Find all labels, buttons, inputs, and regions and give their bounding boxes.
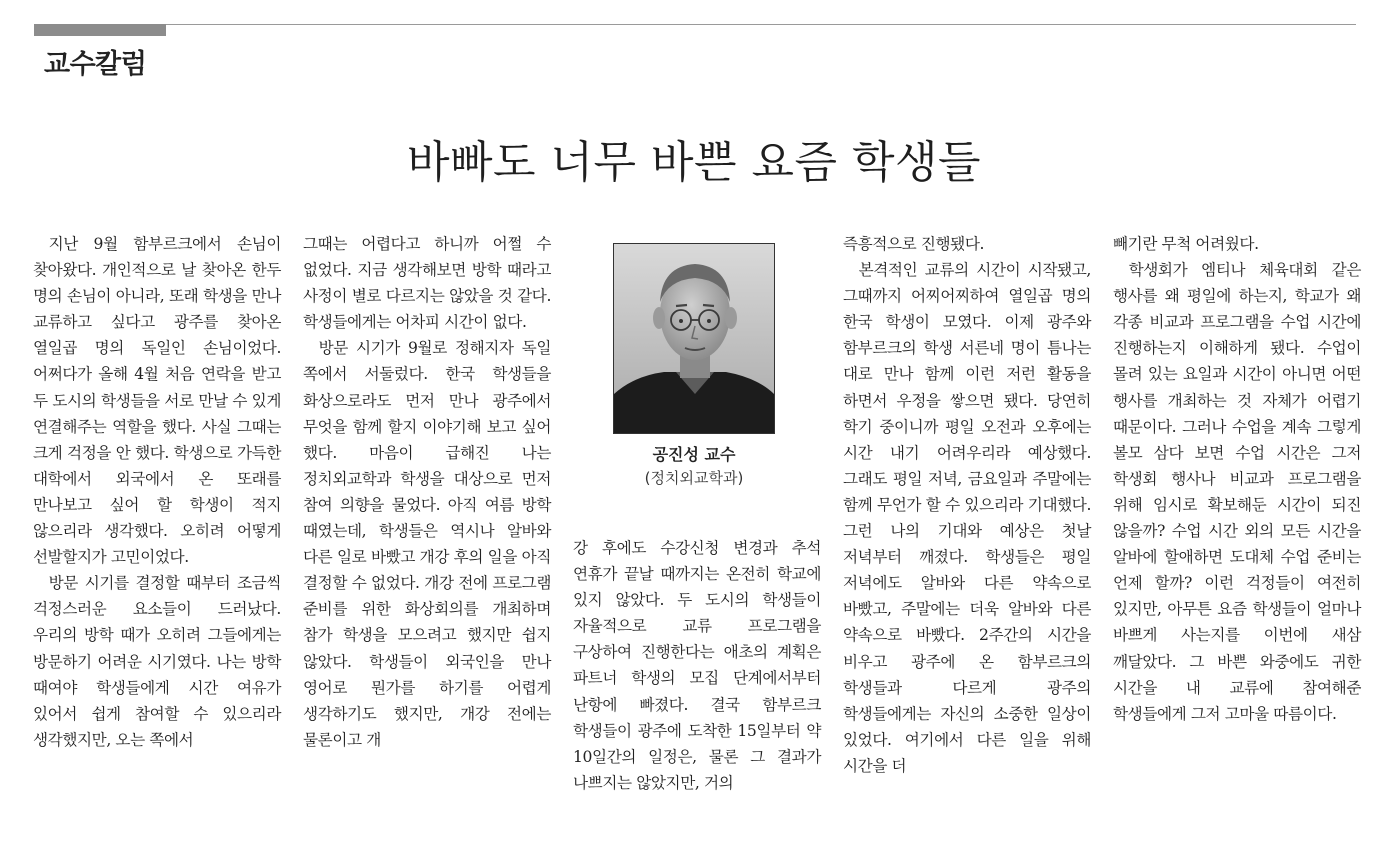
paragraph: 학생회가 엠티나 체육대회 같은 행사를 왜 평일에 하는지, 학교가 왜 각종 비교과 프로그램을 수업 시간에 진행하는지 이해하게 됐다. 수업이 몰려 있는 요일과 시간이 아니면 어떤 행사를 개최하는 것 자체가 어렵기 때문이다. 그러나 수업을 계속 그렇게 볼모 삼다 보면 수업 시간은 그저 학생회 행사나 비교과 프로그램을 위해 임시로 확보해둔 시간이 되진 않을까? 수업 시간 외의 모든 시간을 알바에 할애하면 도대체 수업 준비는 언제 할까? 이런 걱정들이 여전히 있지만, 아무튼 요즘 학생들이 얼마나 바쁘게 사는지를 이번에 새삼 깨달았다. 그 바쁜 와중에도 귀한 시간을 내 교류에 참여해준 학생들에게 그저 고마울 따름이다.: [1113, 261, 1361, 723]
article-column-5: [1113, 231, 1361, 727]
author-portrait-image: [614, 244, 775, 434]
article-column-3: [573, 535, 821, 796]
article-headline: 바빠도 너무 바쁜 요즘 학생들: [407, 137, 981, 188]
paragraph: 방문 시기가 9월로 정해지자 독일 쪽에서 서둘렀다. 한국 학생들을 화상으로라도 먼저 만나 광주에서 무엇을 함께 할지 이야기해 보고 싶어 했다. 마음이 급해진 나는 정치외교학과 학생을 대상으로 먼저 참여 의향을 물었다. 아직 여름 방학 때였는데, 학생들은 역시나 알바와 다른 일로 바빴고 개강 후의 일을 아직 결정할 수 없었다. 개강 전에 프로그램 준비를 위한 화상회의를 개최하며 참가 학생을 모으려고 했지만 쉽지 않았다. 학생들이 외국인을 만나 영어로 뭔가를 하기를 어렵게 생각하기도 했지만, 개강 전에는 물론이고 개: [303, 339, 551, 749]
paragraph: 강 후에도 수강신청 변경과 추석 연휴가 끝날 때까지는 온전히 학교에 있지 않았다. 두 도시의 학생들이 자율적으로 교류 프로그램을 구상하여 진행한다는 애초의 계획은 파트너 학생의 모집 단계에서부터 난항에 빠졌다. 결국 함부르크 학생들이 광주에 도착한 15일부터 약 10일간의 일정은, 물론 그 결과가 나쁘지는 않았지만, 거의: [573, 539, 821, 792]
author-photo: [613, 243, 775, 434]
section-tab-bar: [34, 24, 166, 36]
paragraph: 빼기란 무척 어려웠다.: [1113, 235, 1259, 253]
author-department: (정치외교학과): [644, 469, 744, 487]
author-name: 공진성 교수: [652, 445, 736, 464]
article-column-4: [843, 231, 1091, 779]
paragraph: 즉흥적으로 진행됐다.: [843, 235, 985, 253]
paragraph: 그때는 어렵다고 하니까 어쩔 수 없었다. 지금 생각해보면 방학 때라고 사정이 별로 다르지는 않았을 것 같다. 학생들에게는 어차피 시간이 없다.: [303, 235, 551, 332]
paragraph: 지난 9월 함부르크에서 손님이 찾아왔다. 개인적으로 날 찾아온 한두 명의 손님이 아니라, 또래 학생을 만나 교류하고 싶다고 광주를 찾아온 열일곱 명의 독일인 손님이었다. 어쩌다가 올해 4월 처음 연락을 받고 두 도시의 학생들을 서로 만날 수 있게 연결해주는 역할을 했다. 사실 그때는 크게 걱정을 안 했다. 학생으로 가득한 대학에서 외국에서 온 또래를 만나보고 싶어 할 학생이 적지 않으리라 생각했다. 오히려 어떻게 선발할지가 고민이었다.: [33, 235, 281, 567]
article-column-1: [33, 231, 281, 753]
article-column-2: [303, 231, 551, 753]
section-label: 교수칼럼: [44, 49, 147, 80]
top-rule: [34, 24, 1356, 25]
paragraph: 본격적인 교류의 시간이 시작됐고, 그때까지 어찌어찌하여 열일곱 명의 한국 학생이 모였다. 이제 광주와 함부르크의 학생 서른네 명이 틈나는 대로 만나 함께 이런 저런 활동을 하면서 우정을 쌓으면 됐다. 당연히 학기 중이니까 평일 오전과 오후에는 시간 내기 어려우리라 예상했다. 그래도 평일 저녁, 금요일과 주말에는 함께 무언가 할 수 있으리라 기대했다. 그런 나의 기대와 예상은 첫날 저녁부터 깨졌다. 학생들은 평일 저녁에도 알바와 다른 약속으로 바빴고, 주말에는 더욱 알바와 다른 약속으로 바빴다. 2주간의 시간을 비우고 광주에 온 함부르크의 학생들과 다르게 광주의 학생들에게는 자신의 소중한 일상이 있었다. 여기에서 다른 일을 위해 시간을 더: [843, 261, 1091, 775]
paragraph: 방문 시기를 결정할 때부터 조금씩 걱정스러운 요소들이 드러났다. 우리의 방학 때가 오히려 그들에게는 방문하기 어려운 시기였다. 나는 방학 때여야 학생들에게 시간 여유가 있어서 쉽게 참여할 수 있으리라 생각했지만, 오는 쪽에서: [33, 574, 281, 749]
